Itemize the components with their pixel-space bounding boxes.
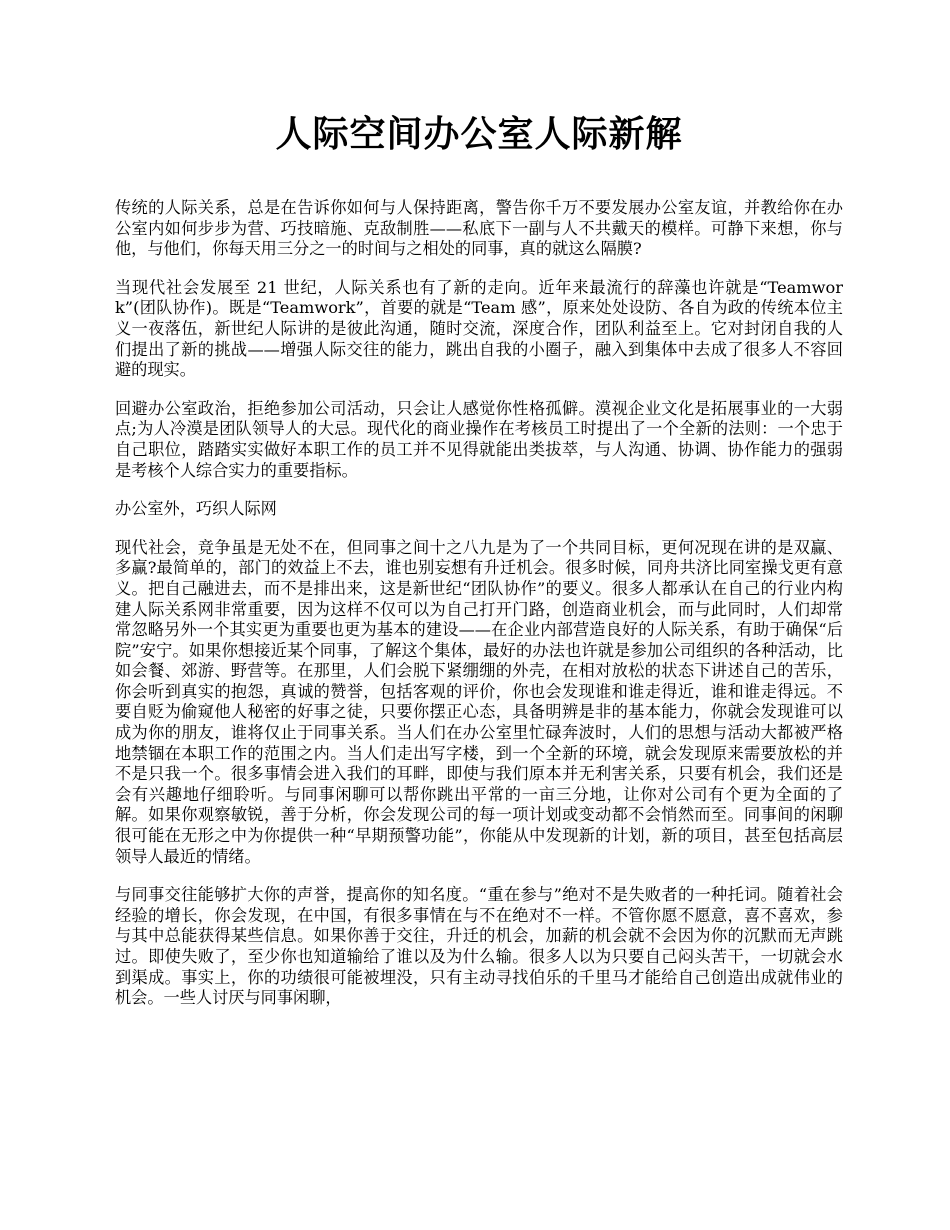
- paragraph-teamwork: 当现代社会发展至 21 世纪，人际关系也有了新的走向。近年来最流行的辞藻也许就是“Teamwork”(团队协作)。既是“Teamwork”，首要的就是“Team 感”，原来处处设防、各自为政的传统本位主义一夜落伍，新世纪人际讲的是彼此沟通，随时交流，深度合作，团队利益至上。它对封闭自我的人们提出了新的挑战——增强人际交往的能力，跳出自我的小圈子，融入到集体中去成了很多人不容回避的现实。: [115, 277, 843, 380]
- paragraph-reputation: 与同事交往能够扩大你的声誉，提高你的知名度。“重在参与”绝对不是失败者的一种托词。随着社会经验的增长，你会发现，在中国，有很多事情在与不在绝对不一样。不管你愿不愿意，喜不喜欢，参与其中总能获得某些信息。如果你善于交往，升迁的机会，加薪的机会就不会因为你的沉默而无声跳过。即使失败了，至少你也知道输给了谁以及为什么输。很多人以为只要自己闷头苦干，一切就会水到渠成。事实上，你的功绩很可能被埋没，只有主动寻找伯乐的千里马才能给自己创造出成就伟业的机会。一些人讨厌与同事闲聊，: [115, 885, 843, 1008]
- paragraph-traditional-relations: 传统的人际关系，总是在告诉你如何与人保持距离，警告你千万不要发展办公室友谊，并教给你在办公室内如何步步为营、巧技暗施、克敌制胜——私底下一副与人不共戴天的模样。可静下来想，你与他，与他们，你每天用三分之一的时间与之相处的同事，真的就这么隔膜?: [115, 198, 843, 259]
- paragraph-modern-society: 现代社会，竞争虽是无处不在，但同事之间十之八九是为了一个共同目标，更何况现在讲的是双赢、多赢?最简单的，部门的效益上不去，谁也别妄想有升迁机会。很多时候，同舟共济比同室操戈更有意义。把自己融进去，而不是排出来，这是新世纪“团队协作”的要义。很多人都承认在自己的行业内构建人际关系网非常重要，因为这样不仅可以为自己打开门路，创造商业机会，而与此同时，人们却常常忽略另外一个其实更为重要也更为基本的建设——在企业内部营造良好的人际关系，有助于确保“后院”安宁。如果你想接近某个同事，了解这个集体，最好的办法也许就是参加公司组织的各种活动，比如会餐、郊游、野营等。在那里，人们会脱下紧绷绷的外壳，在相对放松的状态下讲述自己的苦乐，你会听到真实的抱怨，真诚的赞誉，包括客观的评价，你也会发现谁和谁走得近，谁和谁走得远。不要自贬为偷窥他人秘密的好事之徒，只要你摆正心态，具备明辨是非的基本能力，你就会发现谁可以成为你的朋友，谁将仅止于同事关系。当人们在办公室里忙碌奔波时，人们的思想与活动大都被严格地禁锢在本职工作的范围之内。当人们走出写字楼，到一个全新的环境，就会发现原来需要放松的并不是只我一个。很多事情会进入我们的耳畔，即使与我们原本并无利害关系，只要有机会，我们还是会有兴趣地仔细聆听。与同事闲聊可以帮你跳出平常的一亩三分地，让你对公司有个更为全面的了解。如果你观察敏锐，善于分析，你会发现公司的每一项计划或变动都不会悄然而至。同事间的闲聊很可能在无形之中为你提供一种“早期预警功能”，你能从中发现新的计划，新的项目，甚至包括高层领导人最近的情绪。: [115, 537, 843, 866]
- document-title: 人际空间办公室人际新解: [275, 113, 683, 155]
- section-heading: 办公室外，巧织人际网: [115, 499, 277, 519]
- document-page: [115, 108, 843, 1027]
- paragraph-office-politics: 回避办公室政治，拒绝参加公司活动，只会让人感觉你性格孤僻。漠视企业文化是拓展事业的一大弱点;为人冷漠是团队领导人的大忌。现代化的商业操作在考核员工时提出了一个全新的法则：一个忠于自己职位，踏踏实实做好本职工作的员工并不见得就能出类拔萃，与人沟通、协调、协作能力的强弱是考核个人综合实力的重要指标。: [115, 398, 843, 480]
